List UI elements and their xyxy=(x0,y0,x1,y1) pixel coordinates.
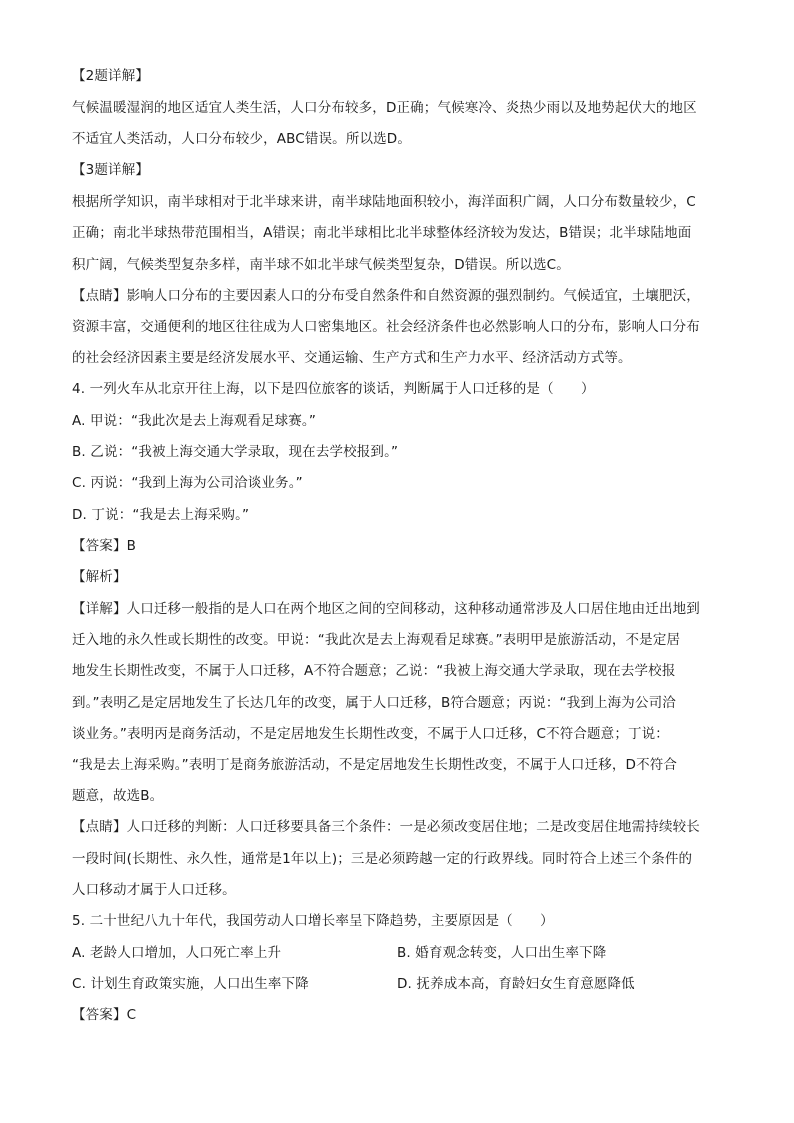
q4-stem: 4. 一列火车从北京开往上海，以下是四位旅客的谈话，判断属于人口迁移的是（ ） xyxy=(72,381,595,397)
q4-option-b: B. 乙说：“我被上海交通大学录取，现在去学校报到。” xyxy=(72,444,399,460)
q3-detail-line-2: 正确；南北半球热带范围相当，A错误；南北半球相比北半球整体经济较为发达，B错误；北半球陆地面 xyxy=(72,225,692,241)
q4-detail-line-5: 谈业务。”表明丙是商务活动，不是定居地发生长期性改变，不属于人口迁移，C不符合题意；丁说： xyxy=(72,726,669,742)
q3-detail-line-1: 根据所学知识，南半球相对于北半球来讲，南半球陆地面积较小，海洋面积广阔，人口分布数量较少，C xyxy=(72,194,696,210)
q5-answer: 【答案】C xyxy=(72,1007,137,1023)
q4-detail-line-6: “我是去上海采购。”表明丁是商务旅游活动，不是定居地发生长期性改变，不属于人口迁移，D不符合 xyxy=(72,757,678,773)
q4-detail-line-2: 迁入地的永久性或长期性的改变。甲说：“我此次是去上海观看足球赛。”表明甲是旅游活动，不是定居 xyxy=(72,632,681,648)
q4-answer: 【答案】B xyxy=(72,538,137,554)
q4-comment-line-2: 一段时间(长期性、永久性，通常是1年以上)；三是必须跨越一定的行政界线。同时符合上述三个条件的 xyxy=(72,851,693,867)
q2-detail-heading: 【2题详解】 xyxy=(72,68,149,84)
q4-detail-line-7: 题意，故选B。 xyxy=(72,788,164,804)
q4-option-a: A. 甲说：“我此次是去上海观看足球赛。” xyxy=(72,413,316,429)
q2-detail-line-1: 气候温暖湿润的地区适宜人类生活，人口分布较多，D正确；气候寒冷、炎热少雨以及地势起伏大的地区 xyxy=(72,100,697,116)
q4-analysis-label: 【解析】 xyxy=(72,569,127,585)
q4-detail-line-4: 到。”表明乙是定居地发生了长达几年的改变，属于人口迁移，B符合题意；丙说：“我到上海为公司洽 xyxy=(72,695,676,711)
q2-detail-line-2: 不适宜人类活动，人口分布较少，ABC错误。所以选D。 xyxy=(72,131,411,147)
q3-detail-line-3: 积广阔，气候类型复杂多样，南半球不如北半球气候类型复杂，D错误。所以选C。 xyxy=(72,257,570,273)
q5-stem: 5. 二十世纪八九十年代，我国劳动人口增长率呈下降趋势，主要原因是（ ） xyxy=(72,913,554,929)
q3-comment-line-3: 的社会经济因素主要是经济发展水平、交通运输、生产方式和生产力水平、经济活动方式等。 xyxy=(72,350,632,366)
q5-option-b: B. 婚育观念转变，人口出生率下降 xyxy=(397,945,607,961)
q5-option-c: C. 计划生育政策实施，人口出生率下降 xyxy=(72,976,309,992)
q4-detail-line-1: 【详解】人口迁移一般指的是人口在两个地区之间的空间移动，这种移动通常涉及人口居住地由迁出地到 xyxy=(72,601,700,617)
q5-option-a: A. 老龄人口增加，人口死亡率上升 xyxy=(72,945,282,961)
q4-comment-line-1: 【点睛】人口迁移的判断：人口迁移要具备三个条件：一是必须改变居住地；二是改变居住地需持续较长 xyxy=(72,819,700,835)
q4-option-c: C. 丙说：“我到上海为公司洽谈业务。” xyxy=(72,475,303,491)
q4-detail-line-3: 地发生长期性改变，不属于人口迁移，A不符合题意；乙说：“我被上海交通大学录取，现在去学校报 xyxy=(72,663,676,679)
q5-option-d: D. 抚养成本高，育龄妇女生育意愿降低 xyxy=(397,976,635,992)
q3-detail-heading: 【3题详解】 xyxy=(72,162,149,178)
q3-comment-line-2: 资源丰富，交通便利的地区往往成为人口密集地区。社会经济条件也必然影响人口的分布，影响人口分布 xyxy=(72,319,700,335)
q4-comment-line-3: 人口移动才属于人口迁移。 xyxy=(72,882,236,898)
q3-comment-line-1: 【点睛】影响人口分布的主要因素人口的分布受自然条件和自然资源的强烈制约。气候适宜，土壤肥沃， xyxy=(72,288,700,304)
q4-option-d: D. 丁说：“我是去上海采购。” xyxy=(72,507,250,523)
